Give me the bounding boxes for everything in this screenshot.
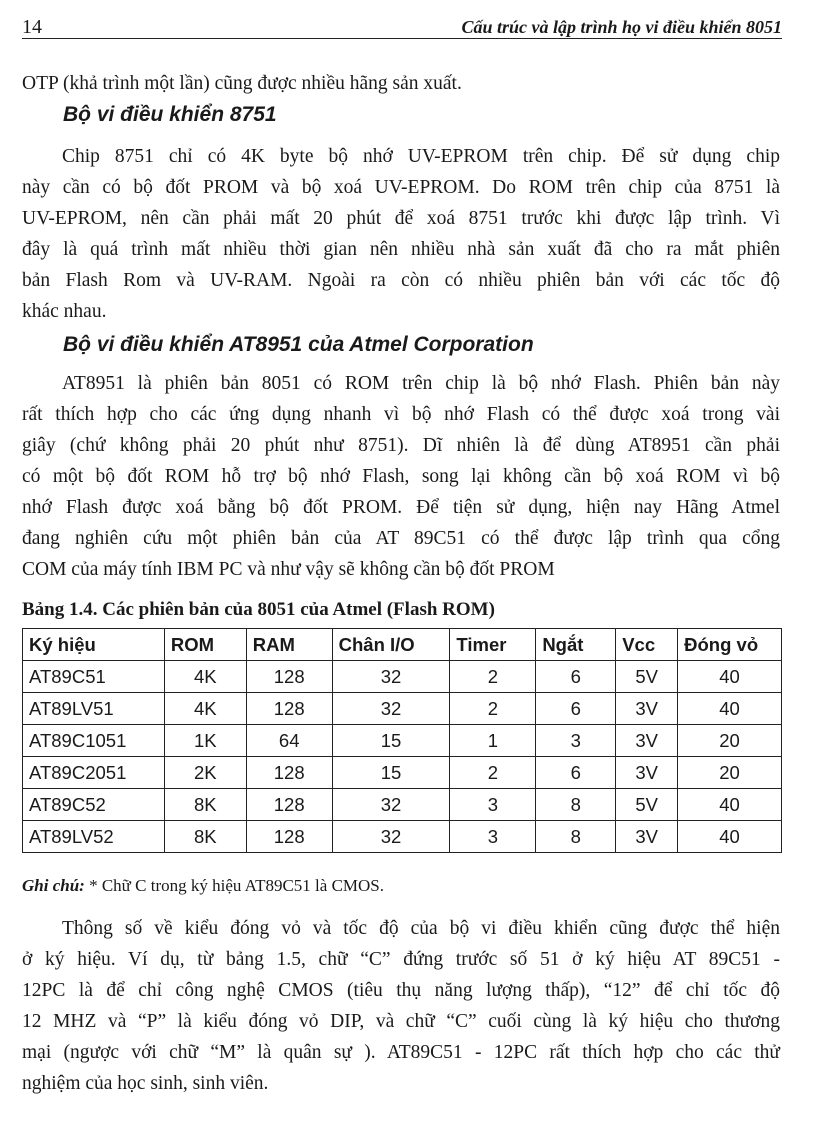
table-cell: 3 <box>536 725 616 757</box>
table-cell: AT89LV51 <box>23 693 165 725</box>
column-header: ROM <box>164 629 246 661</box>
text-line: mại (ngược với chữ “M” là quân sự ). AT89C51 - 12PC rất thích hợp cho các thử <box>22 1042 780 1063</box>
table-cell: 3V <box>616 821 678 853</box>
heading-8751: Bộ vi điều khiển 8751 <box>63 103 277 126</box>
text-line: Thông số về kiểu đóng vỏ và tốc độ của bộ vi điều khiển cũng được thể hiện <box>62 918 780 939</box>
text-line: giây (chứ không phải 20 phút như 8751). Dĩ nhiên là để dùng AT8951 cần phải <box>22 435 780 456</box>
heading-at8951: Bộ vi điều khiển AT8951 của Atmel Corporation <box>63 333 534 356</box>
table-cell: AT89C1051 <box>23 725 165 757</box>
table-row <box>23 725 782 757</box>
table-cell: 8K <box>164 789 246 821</box>
column-header: RAM <box>246 629 332 661</box>
note-label: Ghi chú: <box>22 876 85 895</box>
text-line: khác nhau. <box>22 301 107 322</box>
table-cell: 128 <box>246 661 332 693</box>
table-cell: 128 <box>246 693 332 725</box>
table-cell: 2K <box>164 757 246 789</box>
table-cell: 6 <box>536 757 616 789</box>
text-line: OTP (khả trình một lần) cũng được nhiều hãng sản xuất. <box>22 73 462 94</box>
table-row <box>23 789 782 821</box>
table-row <box>23 821 782 853</box>
table-cell: 6 <box>536 661 616 693</box>
text-line: COM của máy tính IBM PC và như vậy sẽ không cần bộ đốt PROM <box>22 559 555 580</box>
table-cell: 32 <box>332 821 450 853</box>
table-cell: 4K <box>164 693 246 725</box>
text-line: AT8951 là phiên bản 8051 có ROM trên chip là bộ nhớ Flash. Phiên bản này <box>62 373 780 394</box>
table-cell: 8 <box>536 789 616 821</box>
text-line: nhớ Flash được xoá bằng bộ đốt PROM. Để tiện sử dụng, hiện nay Hãng Atmel <box>22 497 780 518</box>
text-line: đang nghiên cứu một phiên bản của AT 89C51 có thể được lập trình qua cổng <box>22 528 780 549</box>
paragraph-8751 <box>22 141 780 327</box>
table-cell: 40 <box>678 693 782 725</box>
column-header: Timer <box>450 629 536 661</box>
table-cell: AT89C2051 <box>23 757 165 789</box>
table-cell: 128 <box>246 789 332 821</box>
table-cell: 40 <box>678 661 782 693</box>
text-line: UV-EPROM, nên cần phải mất 20 phút để xoá 8751 trước khi được lập trình. Vì <box>22 208 780 229</box>
table-cell: 20 <box>678 725 782 757</box>
atmel-versions-table <box>22 628 782 853</box>
table-cell: 1 <box>450 725 536 757</box>
table-cell: 2 <box>450 661 536 693</box>
text-line: ở ký hiệu. Ví dụ, từ bảng 1.5, chữ “C” đứng trước số 51 ở ký hiệu AT 89C51 - <box>22 949 780 970</box>
table-cell: 32 <box>332 693 450 725</box>
table-cell: 40 <box>678 789 782 821</box>
text-line: này cần có bộ đốt PROM và bộ xoá UV-EPROM. Do ROM trên chip của 8751 là <box>22 177 780 198</box>
page-header <box>22 14 782 39</box>
paragraph-at8951 <box>22 368 780 585</box>
text-line: 12 MHZ và “P” là kiểu đóng vỏ DIP, và chữ “C” cuối cùng là ký hiệu cho thương <box>22 1011 780 1032</box>
column-header: Ngắt <box>536 629 616 661</box>
table-cell: 4K <box>164 661 246 693</box>
table-cell: 2 <box>450 757 536 789</box>
table-cell: 32 <box>332 661 450 693</box>
closing-paragraph <box>22 913 780 1099</box>
table-cell: 64 <box>246 725 332 757</box>
table-cell: 3V <box>616 725 678 757</box>
column-header: Ký hiệu <box>23 629 165 661</box>
table-row <box>23 693 782 725</box>
column-header: Vcc <box>616 629 678 661</box>
intro-paragraph <box>22 68 780 99</box>
table-cell: AT89C52 <box>23 789 165 821</box>
table-cell: AT89LV52 <box>23 821 165 853</box>
table-note <box>22 876 384 896</box>
table-cell: 3V <box>616 757 678 789</box>
table-row <box>23 661 782 693</box>
table-cell: 1K <box>164 725 246 757</box>
table-cell: AT89C51 <box>23 661 165 693</box>
text-line: nghiệm của học sinh, sinh viên. <box>22 1073 269 1094</box>
table-cell: 3V <box>616 693 678 725</box>
table-cell: 8K <box>164 821 246 853</box>
table-cell: 15 <box>332 757 450 789</box>
table-cell: 32 <box>332 789 450 821</box>
table-cell: 8 <box>536 821 616 853</box>
table-cell: 5V <box>616 789 678 821</box>
table-cell: 6 <box>536 693 616 725</box>
column-header: Đóng vỏ <box>678 629 782 661</box>
text-line: Chip 8751 chỉ có 4K byte bộ nhớ UV-EPROM trên chip. Để sử dụng chip <box>62 146 780 167</box>
table-cell: 15 <box>332 725 450 757</box>
text-line: rất thích hợp cho các ứng dụng nhanh vì bộ nhớ Flash có thể được xoá trong vài <box>22 404 780 425</box>
table-cell: 20 <box>678 757 782 789</box>
table-caption: Bảng 1.4. Các phiên bản của 8051 của Atmel (Flash ROM) <box>22 599 495 620</box>
running-title: Cấu trúc và lập trình họ vi điều khiển 8051 <box>461 17 782 37</box>
table-cell: 128 <box>246 757 332 789</box>
column-header: Chân I/O <box>332 629 450 661</box>
text-line: có một bộ đốt ROM hỗ trợ bộ nhớ Flash, song lại không cần bộ xoá ROM vì bộ <box>22 466 780 487</box>
table-cell: 2 <box>450 693 536 725</box>
table-cell: 3 <box>450 789 536 821</box>
table-row <box>23 757 782 789</box>
table-header-row <box>23 629 782 661</box>
table-cell: 40 <box>678 821 782 853</box>
table-cell: 128 <box>246 821 332 853</box>
text-line: đây là quá trình mất nhiều thời gian nên nhiều nhà sản xuất đã cho ra mắt phiên <box>22 239 780 260</box>
text-line: bản Flash Rom và UV-RAM. Ngoài ra còn có nhiều phiên bản với các tốc độ <box>22 270 780 291</box>
note-text: * Chữ C trong ký hiệu AT89C51 là CMOS. <box>84 876 385 895</box>
table-cell: 5V <box>616 661 678 693</box>
text-line: 12PC là để chỉ công nghệ CMOS (tiêu thụ năng lượng thấp), “12” để chỉ tốc độ <box>22 980 780 1001</box>
table-cell: 3 <box>450 821 536 853</box>
page-number: 14 <box>22 16 42 38</box>
